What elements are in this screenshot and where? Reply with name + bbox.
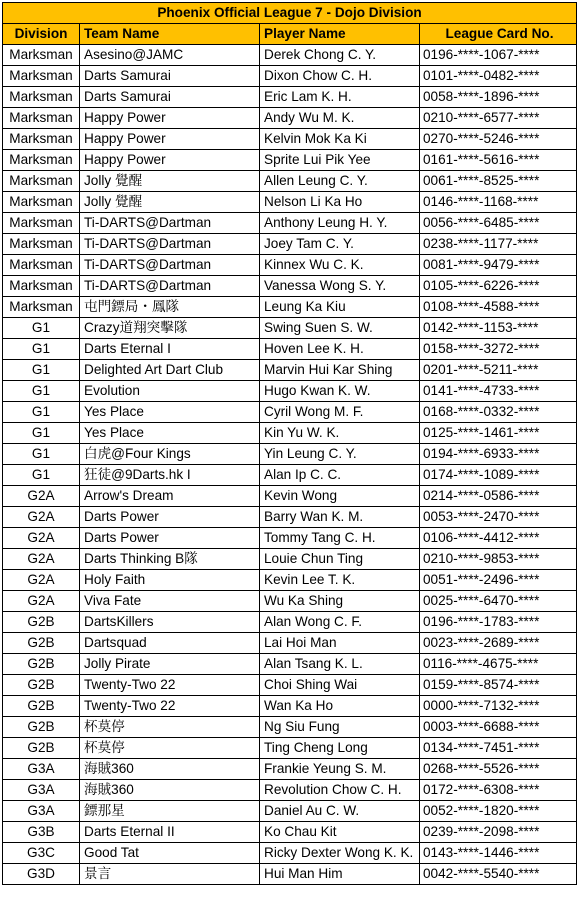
player-name-cell: Ng Siu Fung [260,717,420,738]
player-name-cell: Hugo Kwan K. W. [260,381,420,402]
team-name-cell: Happy Power [80,150,260,171]
league-card-cell: 0053-****-2470-**** [420,507,577,528]
player-name-cell: Lai Hoi Man [260,633,420,654]
player-name-cell: Joey Tam C. Y. [260,234,420,255]
league-card-cell: 0143-****-1446-**** [420,843,577,864]
team-name-cell: Darts Power [80,528,260,549]
table-row [3,297,577,318]
player-name-cell: Hui Man Him [260,864,420,885]
league-card-cell: 0042-****-5540-**** [420,864,577,885]
team-name-cell: 鏢那星 [80,801,260,822]
league-card-cell: 0268-****-5526-**** [420,759,577,780]
league-card-cell: 0081-****-9479-**** [420,255,577,276]
table-row [3,570,577,591]
table-row [3,150,577,171]
division-cell: G2B [3,717,80,738]
table-row [3,318,577,339]
division-cell: G1 [3,360,80,381]
league-card-cell: 0270-****-5246-**** [420,129,577,150]
team-name-cell: Ti-DARTS@Dartman [80,213,260,234]
division-cell: Marksman [3,276,80,297]
team-name-cell: Twenty-Two 22 [80,696,260,717]
team-name-cell: Darts Samurai [80,66,260,87]
team-name-cell: 白虎@Four Kings [80,444,260,465]
league-card-cell: 0141-****-4733-**** [420,381,577,402]
team-name-cell: 杯莫停 [80,738,260,759]
team-name-cell: 杯莫停 [80,717,260,738]
player-name-cell: Kelvin Mok Ka Ki [260,129,420,150]
player-name-cell: Cyril Wong M. F. [260,402,420,423]
player-name-cell: Wan Ka Ho [260,696,420,717]
division-cell: Marksman [3,234,80,255]
player-name-cell: Frankie Yeung S. M. [260,759,420,780]
division-cell: Marksman [3,150,80,171]
division-cell: G1 [3,318,80,339]
league-card-cell: 0210-****-9853-**** [420,549,577,570]
table-row [3,528,577,549]
division-cell: Marksman [3,297,80,318]
player-name-cell: Hoven Lee K. H. [260,339,420,360]
table-row [3,108,577,129]
team-name-cell: Asesino@JAMC [80,45,260,66]
table-row [3,171,577,192]
division-cell: Marksman [3,255,80,276]
player-name-cell: Nelson Li Ka Ho [260,192,420,213]
table-row [3,129,577,150]
division-cell: G1 [3,339,80,360]
division-cell: Marksman [3,129,80,150]
player-name-cell: Ricky Dexter Wong K. K. [260,843,420,864]
team-name-cell: Crazy道翔突擊隊 [80,318,260,339]
league-card-cell: 0058-****-1896-**** [420,87,577,108]
division-cell: Marksman [3,171,80,192]
team-name-cell: Ti-DARTS@Dartman [80,276,260,297]
division-cell: G2B [3,738,80,759]
table-row [3,360,577,381]
team-name-cell: Evolution [80,381,260,402]
league-card-cell: 0052-****-1820-**** [420,801,577,822]
player-name-cell: Revolution Chow C. H. [260,780,420,801]
team-name-cell: Good Tat [80,843,260,864]
league-card-cell: 0196-****-1783-**** [420,612,577,633]
team-name-cell: Darts Thinking B隊 [80,549,260,570]
league-card-cell: 0239-****-2098-**** [420,822,577,843]
table-row [3,759,577,780]
division-cell: G3A [3,801,80,822]
team-name-cell: Yes Place [80,423,260,444]
player-name-cell: Sprite Lui Pik Yee [260,150,420,171]
player-name-cell: Kevin Lee T. K. [260,570,420,591]
division-cell: G1 [3,381,80,402]
team-name-cell: Yes Place [80,402,260,423]
header-player-name: Player Name [260,24,420,45]
table-row [3,381,577,402]
player-name-cell: Tommy Tang C. H. [260,528,420,549]
team-name-cell: 海賊360 [80,759,260,780]
team-name-cell: Ti-DARTS@Dartman [80,234,260,255]
division-cell: G2B [3,675,80,696]
team-name-cell: Jolly 覺醒 [80,192,260,213]
division-cell: G3A [3,780,80,801]
player-name-cell: Daniel Au C. W. [260,801,420,822]
division-cell: G3B [3,822,80,843]
division-cell: Marksman [3,192,80,213]
player-name-cell: Kin Yu W. K. [260,423,420,444]
league-card-cell: 0214-****-0586-**** [420,486,577,507]
team-name-cell: Delighted Art Dart Club [80,360,260,381]
team-name-cell: Darts Samurai [80,87,260,108]
player-name-cell: Marvin Hui Kar Shing [260,360,420,381]
table-row [3,339,577,360]
header-division: Division [3,24,80,45]
title-row [3,3,577,24]
team-name-cell: DartsKillers [80,612,260,633]
player-name-cell: Allen Leung C. Y. [260,171,420,192]
league-card-cell: 0174-****-1089-**** [420,465,577,486]
table-row [3,822,577,843]
division-cell: G2A [3,549,80,570]
league-card-cell: 0201-****-5211-**** [420,360,577,381]
table-row [3,213,577,234]
division-cell: Marksman [3,66,80,87]
division-cell: Marksman [3,108,80,129]
league-card-cell: 0159-****-8574-**** [420,675,577,696]
team-name-cell: Happy Power [80,108,260,129]
division-cell: G2A [3,507,80,528]
league-card-cell: 0056-****-6485-**** [420,213,577,234]
player-name-cell: Dixon Chow C. H. [260,66,420,87]
player-name-cell: Ting Cheng Long [260,738,420,759]
division-cell: G3C [3,843,80,864]
table-row [3,738,577,759]
league-card-cell: 0196-****-1067-**** [420,45,577,66]
league-card-cell: 0161-****-5616-**** [420,150,577,171]
table-row [3,780,577,801]
league-card-cell: 0025-****-6470-**** [420,591,577,612]
player-name-cell: Swing Suen S. W. [260,318,420,339]
division-cell: G2A [3,486,80,507]
table-row [3,612,577,633]
team-name-cell: Darts Power [80,507,260,528]
league-card-cell: 0210-****-6577-**** [420,108,577,129]
player-name-cell: Alan Ip C. C. [260,465,420,486]
league-card-cell: 0238-****-1177-**** [420,234,577,255]
division-cell: G2A [3,570,80,591]
division-cell: G2B [3,696,80,717]
header-team-name: Team Name [80,24,260,45]
division-cell: G3A [3,759,80,780]
league-table [2,2,577,885]
league-card-cell: 0146-****-1168-**** [420,192,577,213]
division-cell: G1 [3,402,80,423]
league-card-cell: 0108-****-4588-**** [420,297,577,318]
table-row [3,549,577,570]
team-name-cell: Holy Faith [80,570,260,591]
table-row [3,675,577,696]
league-card-cell: 0106-****-4412-**** [420,528,577,549]
player-name-cell: Choi Shing Wai [260,675,420,696]
player-name-cell: Alan Tsang K. L. [260,654,420,675]
table-row [3,234,577,255]
table-row [3,87,577,108]
table-row [3,843,577,864]
league-card-cell: 0142-****-1153-**** [420,318,577,339]
division-cell: G2B [3,633,80,654]
table-row [3,45,577,66]
table-row [3,402,577,423]
league-card-cell: 0101-****-0482-**** [420,66,577,87]
division-cell: G2B [3,612,80,633]
division-cell: G1 [3,465,80,486]
player-name-cell: Vanessa Wong S. Y. [260,276,420,297]
table-title: Phoenix Official League 7 - Dojo Division [3,3,577,24]
team-name-cell: Happy Power [80,129,260,150]
table-row [3,801,577,822]
table-row [3,696,577,717]
player-name-cell: Barry Wan K. M. [260,507,420,528]
league-card-cell: 0051-****-2496-**** [420,570,577,591]
division-cell: Marksman [3,213,80,234]
player-name-cell: Derek Chong C. Y. [260,45,420,66]
league-card-cell: 0158-****-3272-**** [420,339,577,360]
team-name-cell: Jolly Pirate [80,654,260,675]
league-card-cell: 0194-****-6933-**** [420,444,577,465]
division-cell: Marksman [3,87,80,108]
table-row [3,276,577,297]
league-card-cell: 0134-****-7451-**** [420,738,577,759]
team-name-cell: Ti-DARTS@Dartman [80,255,260,276]
league-card-cell: 0172-****-6308-**** [420,780,577,801]
player-name-cell: Louie Chun Ting [260,549,420,570]
table-row [3,66,577,87]
league-card-cell: 0023-****-2689-**** [420,633,577,654]
table-row [3,444,577,465]
team-name-cell: 屯門鏢局・鳳隊 [80,297,260,318]
table-row [3,507,577,528]
header-row [3,24,577,45]
team-name-cell: Jolly 覺醒 [80,171,260,192]
table-row [3,192,577,213]
table-row [3,591,577,612]
league-card-cell: 0168-****-0332-**** [420,402,577,423]
league-card-cell: 0105-****-6226-**** [420,276,577,297]
table-body [3,45,577,885]
table-row [3,654,577,675]
player-name-cell: Yin Leung C. Y. [260,444,420,465]
league-card-cell: 0125-****-1461-**** [420,423,577,444]
team-name-cell: Arrow's Dream [80,486,260,507]
team-name-cell: Twenty-Two 22 [80,675,260,696]
league-card-cell: 0003-****-6688-**** [420,717,577,738]
table-row [3,465,577,486]
player-name-cell: Eric Lam K. H. [260,87,420,108]
table-row [3,717,577,738]
division-cell: G2A [3,528,80,549]
team-name-cell: Viva Fate [80,591,260,612]
player-name-cell: Kinnex Wu C. K. [260,255,420,276]
player-name-cell: Anthony Leung H. Y. [260,213,420,234]
table-row [3,255,577,276]
team-name-cell: 海賊360 [80,780,260,801]
player-name-cell: Leung Ka Kiu [260,297,420,318]
team-name-cell: Darts Eternal I [80,339,260,360]
player-name-cell: Wu Ka Shing [260,591,420,612]
header-league-card-no: League Card No. [420,24,577,45]
division-cell: G2B [3,654,80,675]
table-row [3,633,577,654]
table-row [3,864,577,885]
table-row [3,486,577,507]
team-name-cell: Dartsquad [80,633,260,654]
division-cell: G1 [3,444,80,465]
player-name-cell: Alan Wong C. F. [260,612,420,633]
league-card-cell: 0000-****-7132-**** [420,696,577,717]
team-name-cell: 狂徒@9Darts.hk I [80,465,260,486]
division-cell: G1 [3,423,80,444]
league-card-cell: 0116-****-4675-**** [420,654,577,675]
player-name-cell: Kevin Wong [260,486,420,507]
league-card-cell: 0061-****-8525-**** [420,171,577,192]
player-name-cell: Ko Chau Kit [260,822,420,843]
division-cell: Marksman [3,45,80,66]
team-name-cell: 景言 [80,864,260,885]
team-name-cell: Darts Eternal II [80,822,260,843]
table-row [3,423,577,444]
division-cell: G2A [3,591,80,612]
player-name-cell: Andy Wu M. K. [260,108,420,129]
division-cell: G3D [3,864,80,885]
